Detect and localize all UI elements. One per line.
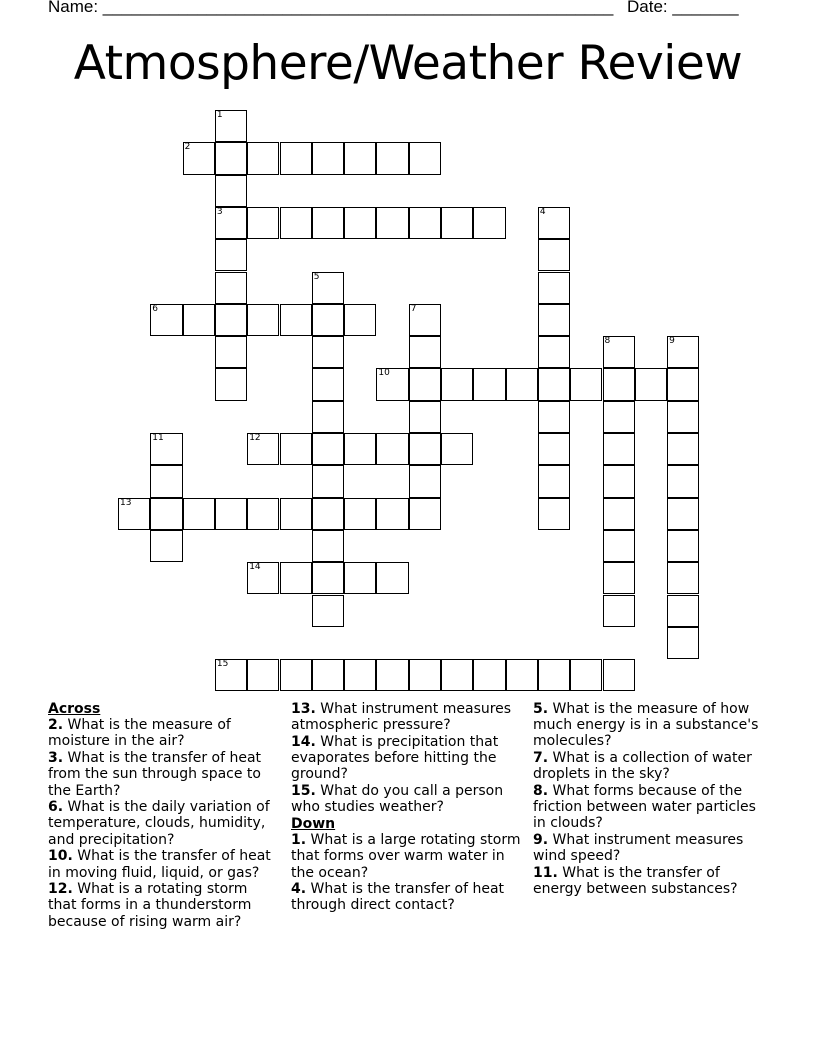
grid-cell[interactable] <box>344 562 376 594</box>
grid-cell[interactable] <box>376 562 408 594</box>
clue-item <box>533 865 763 897</box>
grid-cell[interactable] <box>312 272 344 304</box>
grid-cell[interactable] <box>312 659 344 691</box>
grid-cell[interactable] <box>538 498 570 530</box>
date-field-line: Date: _______ <box>627 0 739 16</box>
clue-item <box>48 799 278 848</box>
grid-cell[interactable] <box>441 659 473 691</box>
clue-number: 5. <box>533 701 549 717</box>
grid-cell[interactable] <box>344 142 376 174</box>
grid-cell[interactable] <box>312 465 344 497</box>
clue-text: What is the measure of moisture in the air? <box>48 717 231 750</box>
grid-cell[interactable] <box>538 659 570 691</box>
clue-text: What is a collection of water droplets in the sky? <box>533 750 752 783</box>
clue-text: What is the daily variation of temperature, clouds, humidity, and precipitation? <box>48 799 270 848</box>
grid-cell[interactable] <box>215 207 247 239</box>
clue-text: What is the transfer of heat through direct contact? <box>291 881 505 914</box>
grid-cell[interactable] <box>150 433 182 465</box>
grid-cell[interactable] <box>344 207 376 239</box>
clue-number-label: 11 <box>152 433 164 443</box>
grid-cell[interactable] <box>150 304 182 336</box>
grid-cell[interactable] <box>215 659 247 691</box>
clue-item <box>291 783 521 815</box>
clue-number-label: 4 <box>539 206 546 217</box>
clue-text: What instrument measures atmospheric pressure? <box>291 701 512 734</box>
grid-cell[interactable] <box>215 142 247 174</box>
clue-number: 7. <box>533 750 549 767</box>
grid-cell[interactable] <box>215 498 247 530</box>
grid-cell[interactable] <box>667 627 699 659</box>
grid-cell[interactable] <box>506 368 538 400</box>
grid-cell[interactable] <box>280 433 312 465</box>
grid-cell[interactable] <box>376 498 408 530</box>
clue-number-label: 14 <box>249 562 261 573</box>
clue-number: 12. <box>48 881 73 898</box>
grid-cell[interactable] <box>247 498 279 530</box>
grid-cell[interactable] <box>344 659 376 691</box>
grid-cell[interactable] <box>603 595 635 627</box>
grid-cell[interactable] <box>183 498 215 530</box>
grid-cell[interactable] <box>409 433 441 465</box>
clue-number: 9. <box>533 832 549 849</box>
grid-cell[interactable] <box>441 368 473 400</box>
clue-item <box>291 734 521 783</box>
grid-cell[interactable] <box>409 207 441 239</box>
clue-text: What forms because of the friction between water particles in clouds? <box>533 783 756 832</box>
grid-cell[interactable] <box>376 659 408 691</box>
grid-cell[interactable] <box>667 498 699 530</box>
grid-cell[interactable] <box>603 401 635 433</box>
clue-item <box>533 701 763 750</box>
name-field-line: Name: ______________________________________________________ <box>48 0 614 16</box>
grid-cell[interactable] <box>409 368 441 400</box>
clue-number-label: 2 <box>184 142 191 153</box>
grid-cell[interactable] <box>312 530 344 562</box>
clue-item <box>533 783 763 832</box>
clue-number-label: 10 <box>378 368 390 379</box>
clue-number-label: 7 <box>410 303 417 314</box>
grid-cell[interactable] <box>441 433 473 465</box>
grid-cell[interactable] <box>667 562 699 594</box>
grid-cell[interactable] <box>215 272 247 304</box>
clue-item <box>533 750 763 782</box>
grid-cell[interactable] <box>215 368 247 400</box>
clue-item <box>48 717 278 749</box>
grid-cell[interactable] <box>344 433 376 465</box>
grid-cell[interactable] <box>312 336 344 368</box>
clue-number: 2. <box>48 717 64 734</box>
grid-cell[interactable] <box>667 530 699 562</box>
clue-number: 1. <box>291 832 307 849</box>
grid-cell[interactable] <box>247 659 279 691</box>
clue-number-label: 9 <box>669 336 675 347</box>
clue-number: 14. <box>291 733 316 750</box>
grid-cell[interactable] <box>183 304 215 336</box>
grid-cell[interactable] <box>344 498 376 530</box>
grid-cell[interactable] <box>603 659 635 691</box>
clue-number: 11. <box>533 865 558 882</box>
grid-cell[interactable] <box>344 304 376 336</box>
clue-number-label: 8 <box>604 336 611 347</box>
grid-cell[interactable] <box>409 465 441 497</box>
grid-cell[interactable] <box>150 465 182 497</box>
grid-cell[interactable] <box>538 239 570 271</box>
grid-cell[interactable] <box>280 142 312 174</box>
grid-cell[interactable] <box>538 272 570 304</box>
across-heading: Across <box>48 701 101 717</box>
grid-cell[interactable] <box>280 207 312 239</box>
grid-cell[interactable] <box>570 368 602 400</box>
clue-text: What do you call a person who studies weather? <box>291 783 504 816</box>
clue-number-label: 5 <box>313 271 320 282</box>
clue-number: 6. <box>48 799 64 816</box>
grid-cell[interactable] <box>538 207 570 239</box>
grid-cell[interactable] <box>538 433 570 465</box>
grid-cell[interactable] <box>247 433 279 465</box>
clue-item <box>48 750 278 799</box>
grid-cell[interactable] <box>312 401 344 433</box>
clue-number-label: 13 <box>120 497 132 508</box>
grid-cell[interactable] <box>312 142 344 174</box>
grid-cell[interactable] <box>473 368 505 400</box>
grid-cell[interactable] <box>376 207 408 239</box>
clue-number-label: 12 <box>249 433 261 443</box>
clue-number: 13. <box>291 701 316 717</box>
grid-cell[interactable] <box>409 304 441 336</box>
grid-cell[interactable] <box>280 659 312 691</box>
grid-cell[interactable] <box>409 336 441 368</box>
grid-cell[interactable] <box>409 498 441 530</box>
grid-cell[interactable] <box>667 433 699 465</box>
grid-cell[interactable] <box>603 433 635 465</box>
clue-number-label: 3 <box>216 206 223 217</box>
grid-cell[interactable] <box>150 498 182 530</box>
grid-cell[interactable] <box>215 336 247 368</box>
grid-cell[interactable] <box>312 433 344 465</box>
grid-cell[interactable] <box>376 368 408 400</box>
grid-cell[interactable] <box>215 110 247 142</box>
clue-item <box>291 881 521 913</box>
grid-cell[interactable] <box>538 336 570 368</box>
clue-text: What instrument measures wind speed? <box>533 832 744 865</box>
grid-cell[interactable] <box>667 465 699 497</box>
grid-cell[interactable] <box>118 498 150 530</box>
grid-cell[interactable] <box>312 304 344 336</box>
clue-item <box>291 832 521 881</box>
grid-cell[interactable] <box>603 336 635 368</box>
grid-cell[interactable] <box>603 498 635 530</box>
grid-cell[interactable] <box>280 304 312 336</box>
clue-text: What is the transfer of energy between substances? <box>533 865 738 898</box>
grid-cell[interactable] <box>312 595 344 627</box>
clue-number-label: 15 <box>216 659 229 670</box>
grid-cell[interactable] <box>603 465 635 497</box>
grid-cell[interactable] <box>667 401 699 433</box>
clue-number: 15. <box>291 783 316 800</box>
grid-cell[interactable] <box>312 207 344 239</box>
clue-text: What is a rotating storm that forms in a thunderstorm because of rising warm air? <box>48 881 252 930</box>
clue-item <box>291 701 521 733</box>
grid-cell[interactable] <box>312 368 344 400</box>
clue-number-label: 6 <box>152 303 159 314</box>
clues-column-2 <box>291 701 521 914</box>
clue-item <box>533 832 763 864</box>
grid-cell[interactable] <box>538 368 570 400</box>
clue-number: 4. <box>291 881 307 898</box>
clue-number-label: 1 <box>216 110 223 120</box>
grid-cell[interactable] <box>215 175 247 207</box>
down-heading: Down <box>291 815 336 832</box>
clue-number: 10. <box>48 848 73 865</box>
clues-column-3 <box>533 701 763 898</box>
grid-cell[interactable] <box>409 142 441 174</box>
clue-text: What is the measure of how much energy is in a substance's molecules? <box>533 701 759 750</box>
grid-cell[interactable] <box>603 368 635 400</box>
clue-text: What is the transfer of heat from the sun through space to the Earth? <box>48 750 262 799</box>
grid-cell[interactable] <box>473 207 505 239</box>
grid-cell[interactable] <box>473 659 505 691</box>
grid-cell[interactable] <box>635 368 667 400</box>
grid-cell[interactable] <box>570 659 602 691</box>
page-title: Atmosphere/Weather Review <box>73 36 743 91</box>
grid-cell[interactable] <box>215 304 247 336</box>
grid-cell[interactable] <box>312 562 344 594</box>
clue-item <box>48 848 278 880</box>
clue-number: 3. <box>48 750 64 767</box>
clue-text: What is a large rotating storm that forms over warm water in the ocean? <box>291 832 521 881</box>
grid-cell[interactable] <box>247 562 279 594</box>
grid-cell[interactable] <box>409 659 441 691</box>
grid-cell[interactable] <box>538 401 570 433</box>
clue-text: What is the transfer of heat in moving fluid, liquid, or gas? <box>48 848 271 881</box>
grid-cell[interactable] <box>247 304 279 336</box>
grid-cell[interactable] <box>247 207 279 239</box>
grid-cell[interactable] <box>667 336 699 368</box>
grid-cell[interactable] <box>538 304 570 336</box>
grid-cell[interactable] <box>376 142 408 174</box>
grid-cell[interactable] <box>247 142 279 174</box>
grid-cell[interactable] <box>538 465 570 497</box>
grid-cell[interactable] <box>312 498 344 530</box>
grid-cell[interactable] <box>603 562 635 594</box>
grid-cell[interactable] <box>280 498 312 530</box>
grid-cell[interactable] <box>150 530 182 562</box>
clues-column-1 <box>48 701 278 930</box>
grid-cell[interactable] <box>603 530 635 562</box>
grid-cell[interactable] <box>667 368 699 400</box>
clue-item <box>48 881 278 930</box>
grid-cell[interactable] <box>506 659 538 691</box>
grid-cell[interactable] <box>183 142 215 174</box>
grid-cell[interactable] <box>667 595 699 627</box>
grid-cell[interactable] <box>215 239 247 271</box>
grid-cell[interactable] <box>280 562 312 594</box>
grid-cell[interactable] <box>409 401 441 433</box>
grid-cell[interactable] <box>376 433 408 465</box>
clue-text: What is precipitation that evaporates before hitting the ground? <box>291 733 499 783</box>
clue-number: 8. <box>533 783 549 800</box>
grid-cell[interactable] <box>441 207 473 239</box>
